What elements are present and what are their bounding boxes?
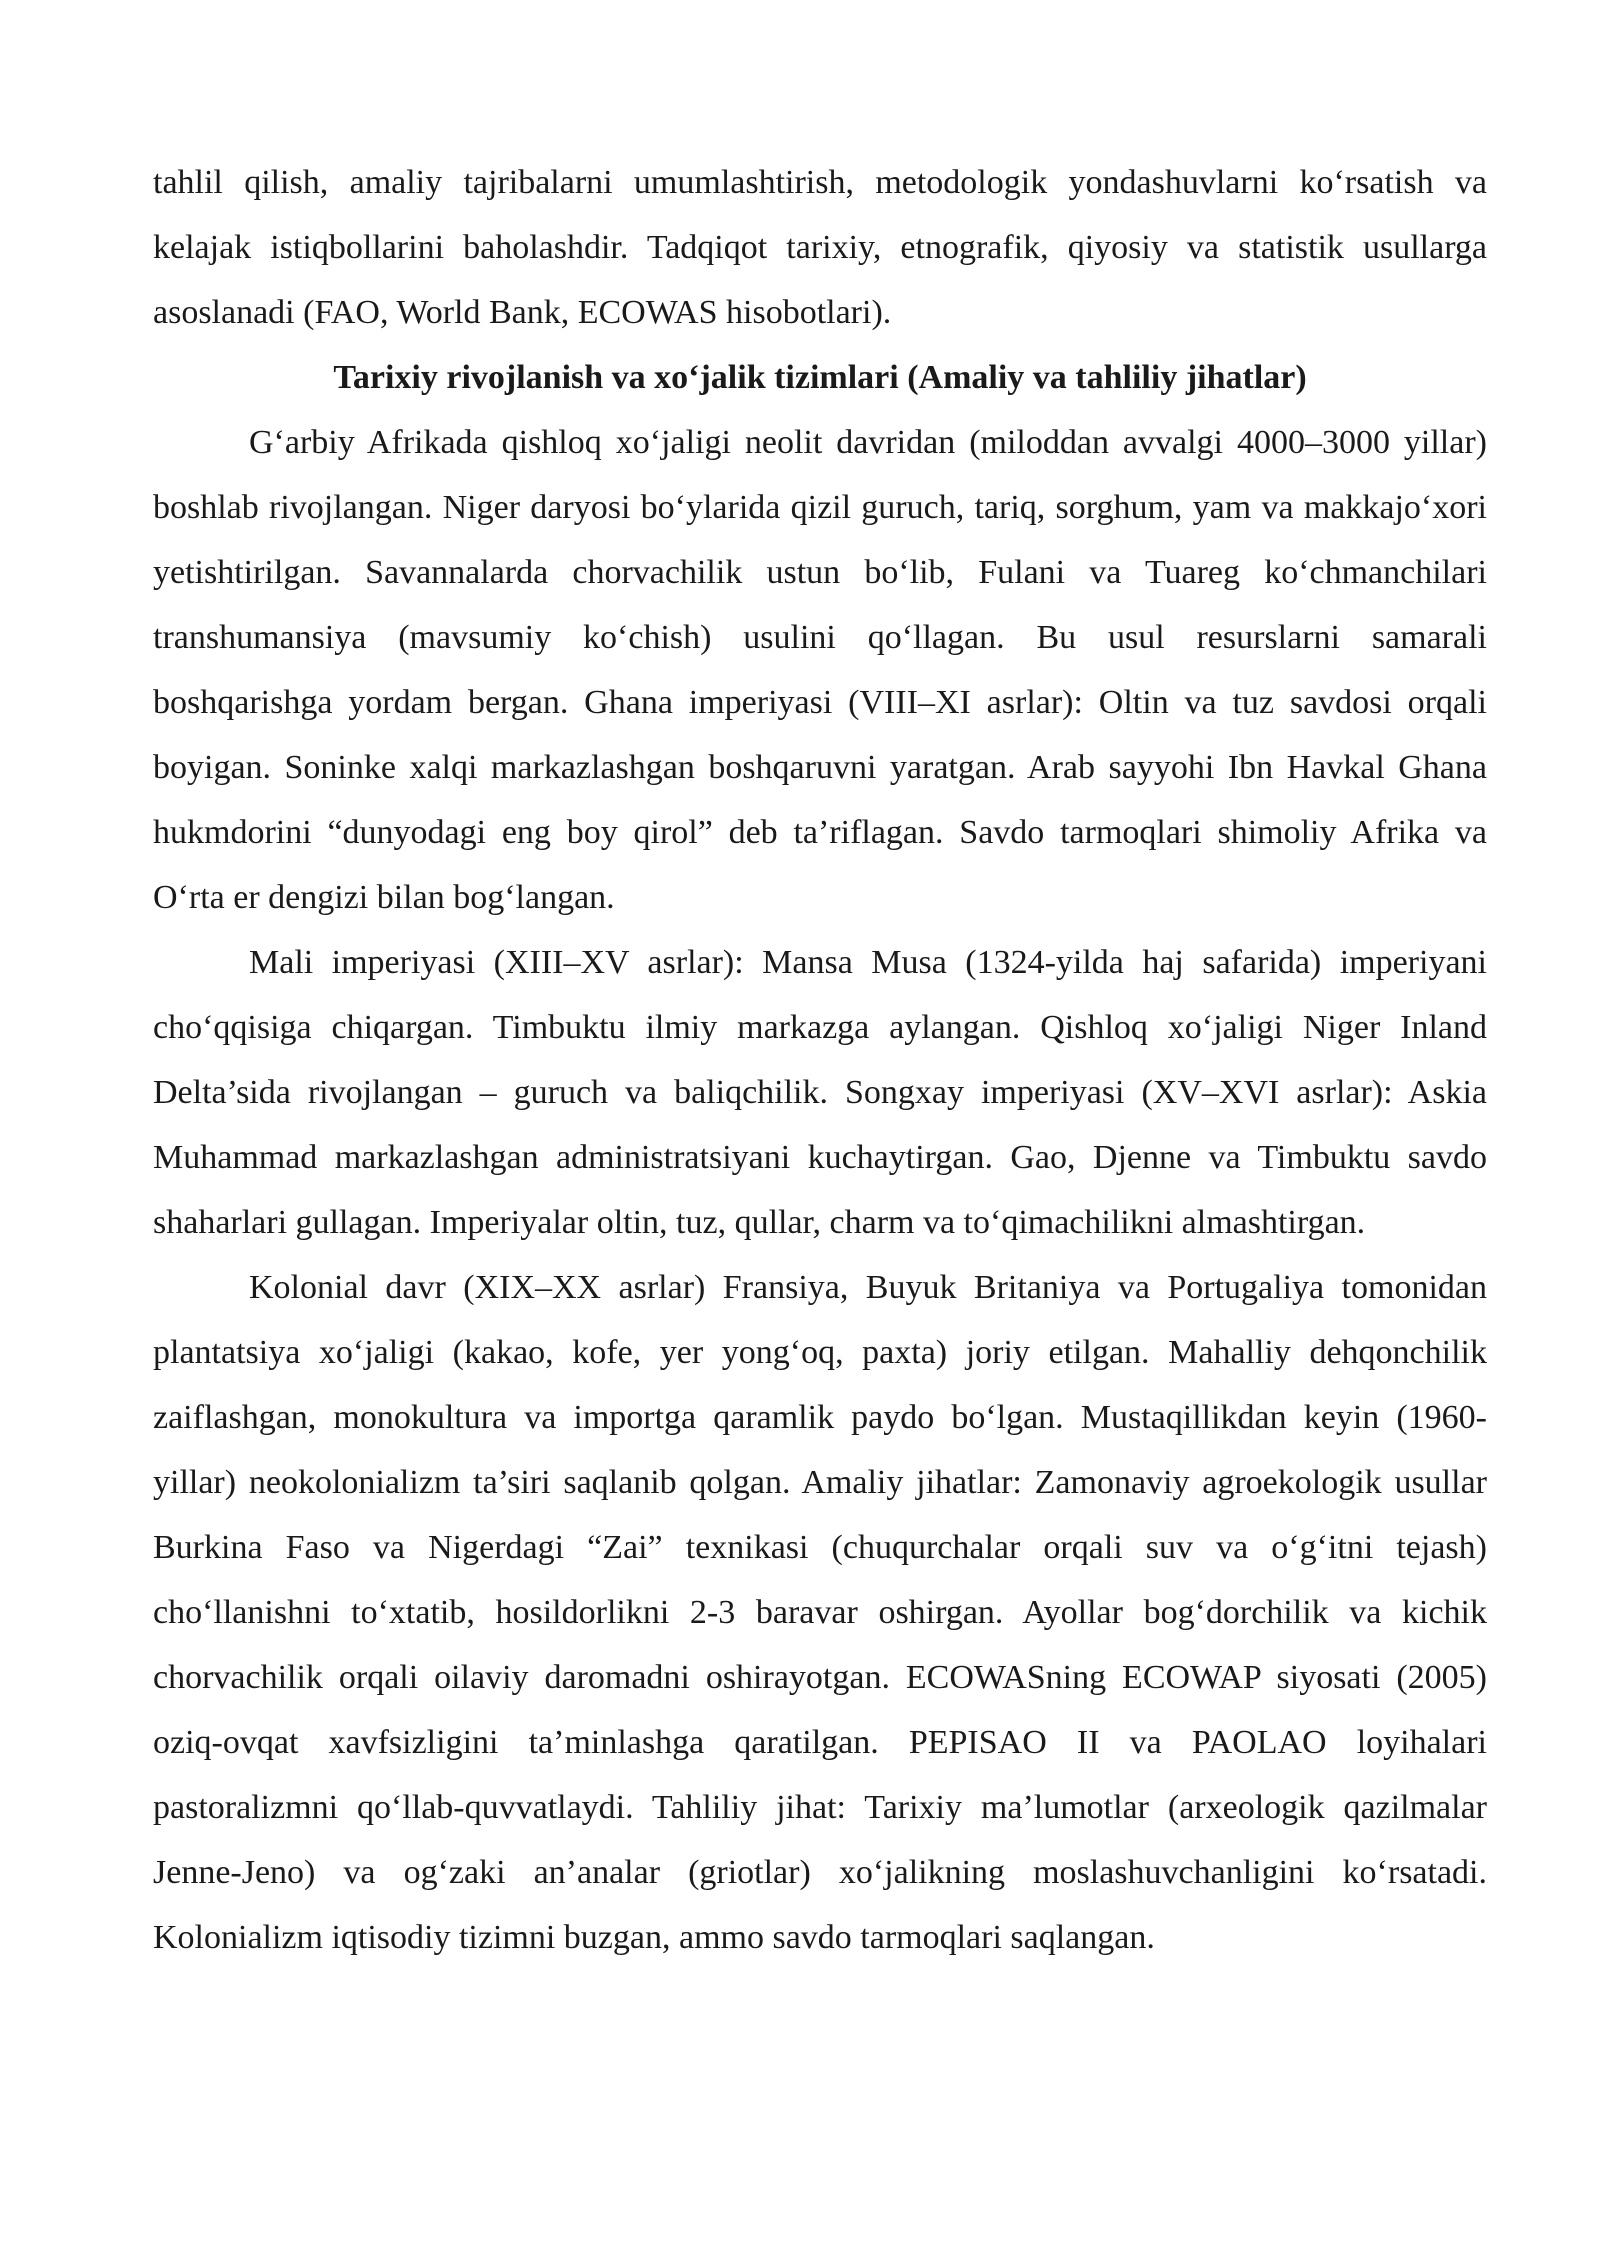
paragraph-empires: Mali imperiyasi (XIII–XV asrlar): Mansa Musa (1324-yilda haj safarida) imperiyani cho‘qqisiga chiqargan. Timbuktu ilmiy markazga aylangan. Qishloq xo‘jaligi Niger Inland Delta’sida rivojlangan – guruch va baliqchilik. Songxay imperiyasi (XV–XVI asrlar): Askia Muhammad markazlashgan administratsiyani kuchaytirgan. Gao, Djenne va Timbuktu savdo shaharlari gullagan. Imperiyalar oltin, tuz, qullar, charm va to‘qimachilikni almashtirgan. xyxy=(153,944,1487,1241)
document-page xyxy=(153,150,1487,1970)
intro-paragraph: tahlil qilish, amaliy tajribalarni umumlashtirish, metodologik yondashuvlarni ko‘rsatish va kelajak istiqbollarini baholashdir. Tadqiqot tarixiy, etnografik, qiyosiy va statistik usullarga asoslanadi (FAO, World Bank, ECOWAS hisobotlari). xyxy=(153,164,1487,331)
paragraph-history: G‘arbiy Afrikada qishloq xo‘jaligi neolit davridan (miloddan avvalgi 4000–3000 yillar) boshlab rivojlangan. Niger daryosi bo‘ylarida qizil guruch, tariq, sorghum, yam va makkajo‘xori yetishtirilgan. Savannalarda chorvachilik ustun bo‘lib, Fulani va Tuareg ko‘chmanchilari transhumansiya (mavsumiy ko‘chish) usulini qo‘llagan. Bu usul resurslarni samarali boshqarishga yordam bergan. Ghana imperiyasi (VIII–XI asrlar): Oltin va tuz savdosi orqali boyigan. Soninke xalqi markazlashgan boshqaruvni yaratgan. Arab sayyohi Ibn Havkal Ghana hukmdorini “dunyodagi eng boy qirol” deb ta’riflagan. Savdo tarmoqlari shimoliy Afrika va O‘rta er dengizi bilan bog‘langan. xyxy=(153,424,1487,916)
paragraph-colonial: Kolonial davr (XIX–XX asrlar) Fransiya, Buyuk Britaniya va Portugaliya tomonidan plantatsiya xo‘jaligi (kakao, kofe, yer yong‘oq, paxta) joriy etilgan. Mahalliy dehqonchilik zaiflashgan, monokultura va importga qaramlik paydo bo‘lgan. Mustaqillikdan keyin (1960-yillar) neokolonializm ta’siri saqlanib qolgan. Amaliy jihatlar: Zamonaviy agroekologik usullar Burkina Faso va Nigerdagi “Zai” texnikasi (chuqurchalar orqali suv va o‘g‘itni tejash) cho‘llanishni to‘xtatib, hosildorlikni 2-3 baravar oshirgan. Ayollar bog‘dorchilik va kichik chorvachilik orqali oilaviy daromadni oshirayotgan. ECOWASning ECOWAP siyosati (2005) oziq-ovqat xavfsizligini ta’minlashga qaratilgan. PEPISAO II va PAOLAO loyihalari pastoralizmni qo‘llab-quvvatlaydi. Tahliliy jihat: Tarixiy ma’lumotlar (arxeologik qazilmalar Jenne-Jeno) va og‘zaki an’analar (griotlar) xo‘jalikning moslashuvchanligini ko‘rsatadi. Kolonializm iqtisodiy tizimni buzgan, ammo savdo tarmoqlari saqlangan. xyxy=(153,1269,1487,1956)
section-heading: Tarixiy rivojlanish va xo‘jalik tizimlari (Amaliy va tahliliy jihatlar) xyxy=(333,359,1307,396)
